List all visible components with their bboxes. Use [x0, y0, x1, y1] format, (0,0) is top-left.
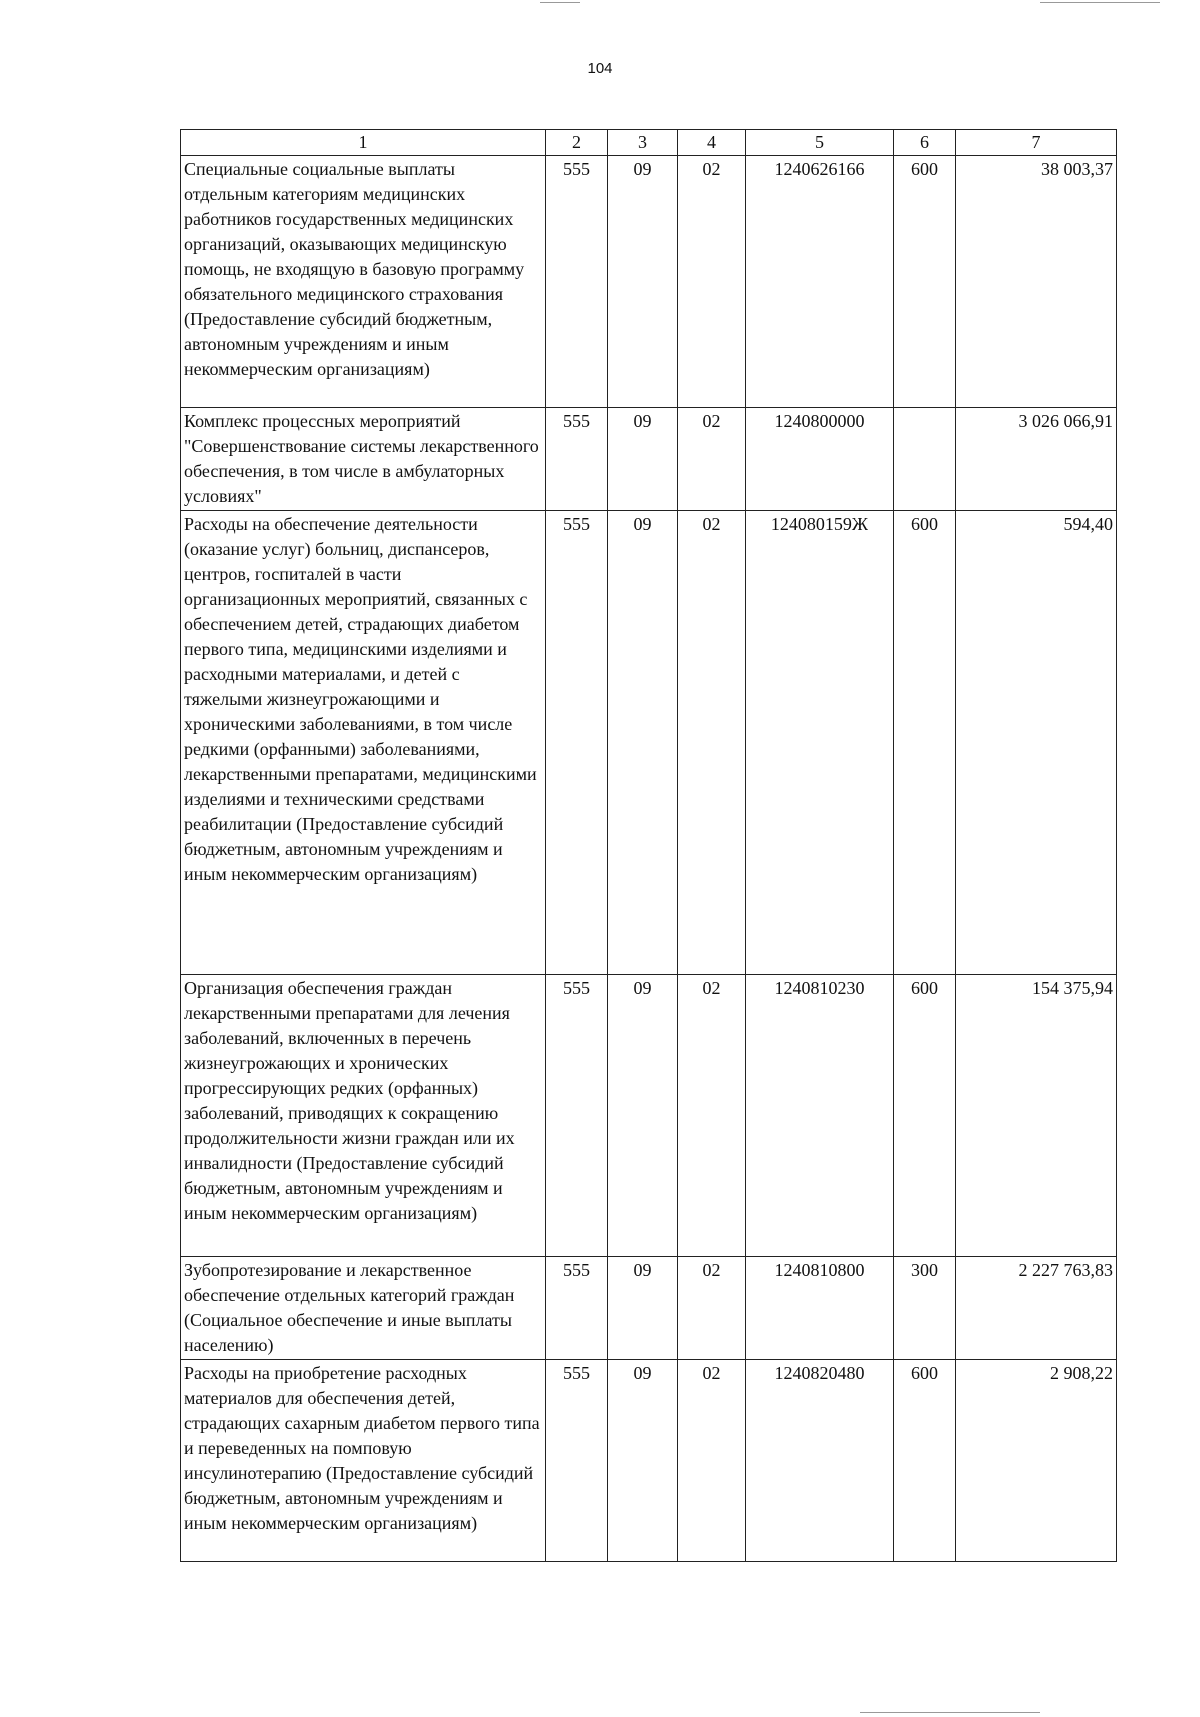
table-row [181, 1360, 1117, 1562]
row-col-5: 1240810800 [746, 1257, 894, 1360]
row-col-2: 555 [546, 1360, 608, 1562]
page-number: 104 [587, 60, 613, 77]
header-col-3: 3 [608, 130, 678, 156]
row-name: Комплекс процессных мероприятий "Совершенствование системы лекарственного обеспечения, в том числе в амбулаторных условиях" [181, 408, 546, 511]
table-header-row [181, 130, 1117, 156]
header-col-2: 2 [546, 130, 608, 156]
row-col-3: 09 [608, 1257, 678, 1360]
table-row [181, 408, 1117, 511]
scan-artifact-top [540, 2, 580, 3]
row-col-2: 555 [546, 511, 608, 975]
header-col-5: 5 [746, 130, 894, 156]
row-col-3: 09 [608, 1360, 678, 1562]
header-col-7: 7 [956, 130, 1117, 156]
row-col-2: 555 [546, 408, 608, 511]
row-col-5: 1240820480 [746, 1360, 894, 1562]
row-col-5: 124080159Ж [746, 511, 894, 975]
row-col-5: 1240810230 [746, 975, 894, 1257]
row-col-2: 555 [546, 156, 608, 408]
row-col-5: 1240800000 [746, 408, 894, 511]
row-col-7: 594,40 [956, 511, 1117, 975]
row-col-2: 555 [546, 1257, 608, 1360]
row-col-4: 02 [678, 511, 746, 975]
row-col-6: 600 [894, 156, 956, 408]
row-col-7: 154 375,94 [956, 975, 1117, 1257]
row-col-7: 2 908,22 [956, 1360, 1117, 1562]
row-col-2: 555 [546, 975, 608, 1257]
row-col-6 [894, 408, 956, 511]
row-name: Зубопротезирование и лекарственное обеспечение отдельных категорий граждан (Социальное обеспечение и иные выплаты населению) [181, 1257, 546, 1360]
row-name: Специальные социальные выплаты отдельным категориям медицинских работников государственных медицинских организаций, оказывающих медицинскую помощь, не входящую в базовую программу обязательного медицинского страхования (Предоставление субсидий бюджетным, автономным учреждениям и иным некоммерческим организациям) [181, 156, 546, 408]
row-col-5: 1240626166 [746, 156, 894, 408]
row-col-4: 02 [678, 1257, 746, 1360]
header-col-1: 1 [181, 130, 546, 156]
row-col-3: 09 [608, 975, 678, 1257]
row-name: Расходы на обеспечение деятельности (оказание услуг) больниц, диспансеров, центров, госпиталей в части организационных мероприятий, связанных с обеспечением детей, страдающих диабетом первого типа, медицинскими изделиями и расходными материалами, и детей с тяжелыми жизнеугрожающими и хроническими заболеваниями, в том числе редкими (орфанными) заболеваниями, лекарственными препаратами, медицинскими изделиями и техническими средствами реабилитации (Предоставление субсидий бюджетным, автономным учреждениям и иным некоммерческим организациям) [181, 511, 546, 975]
row-col-4: 02 [678, 408, 746, 511]
row-col-7: 3 026 066,91 [956, 408, 1117, 511]
row-col-3: 09 [608, 408, 678, 511]
row-col-6: 600 [894, 511, 956, 975]
table-row [181, 511, 1117, 975]
scan-artifact-bottom [860, 1712, 1040, 1713]
budget-table [180, 129, 1117, 1562]
row-col-7: 38 003,37 [956, 156, 1117, 408]
table-row [181, 1257, 1117, 1360]
row-name: Организация обеспечения граждан лекарственными препаратами для лечения заболеваний, включенных в перечень жизнеугрожающих и хронических прогрессирующих редких (орфанных) заболеваний, приводящих к сокращению продолжительности жизни граждан или их инвалидности (Предоставление субсидий бюджетным, автономным учреждениям и иным некоммерческим организациям) [181, 975, 546, 1257]
table-row [181, 975, 1117, 1257]
row-col-4: 02 [678, 156, 746, 408]
row-col-7: 2 227 763,83 [956, 1257, 1117, 1360]
header-col-6: 6 [894, 130, 956, 156]
row-col-3: 09 [608, 156, 678, 408]
row-col-4: 02 [678, 1360, 746, 1562]
row-col-6: 300 [894, 1257, 956, 1360]
scan-artifact-top-right [1040, 2, 1160, 3]
row-col-3: 09 [608, 511, 678, 975]
header-col-4: 4 [678, 130, 746, 156]
row-name: Расходы на приобретение расходных материалов для обеспечения детей, страдающих сахарным диабетом первого типа и переведенных на помповую инсулинотерапию (Предоставление субсидий бюджетным, автономным учреждениям и иным некоммерческим организациям) [181, 1360, 546, 1562]
row-col-6: 600 [894, 975, 956, 1257]
row-col-6: 600 [894, 1360, 956, 1562]
row-col-4: 02 [678, 975, 746, 1257]
table-row [181, 156, 1117, 408]
